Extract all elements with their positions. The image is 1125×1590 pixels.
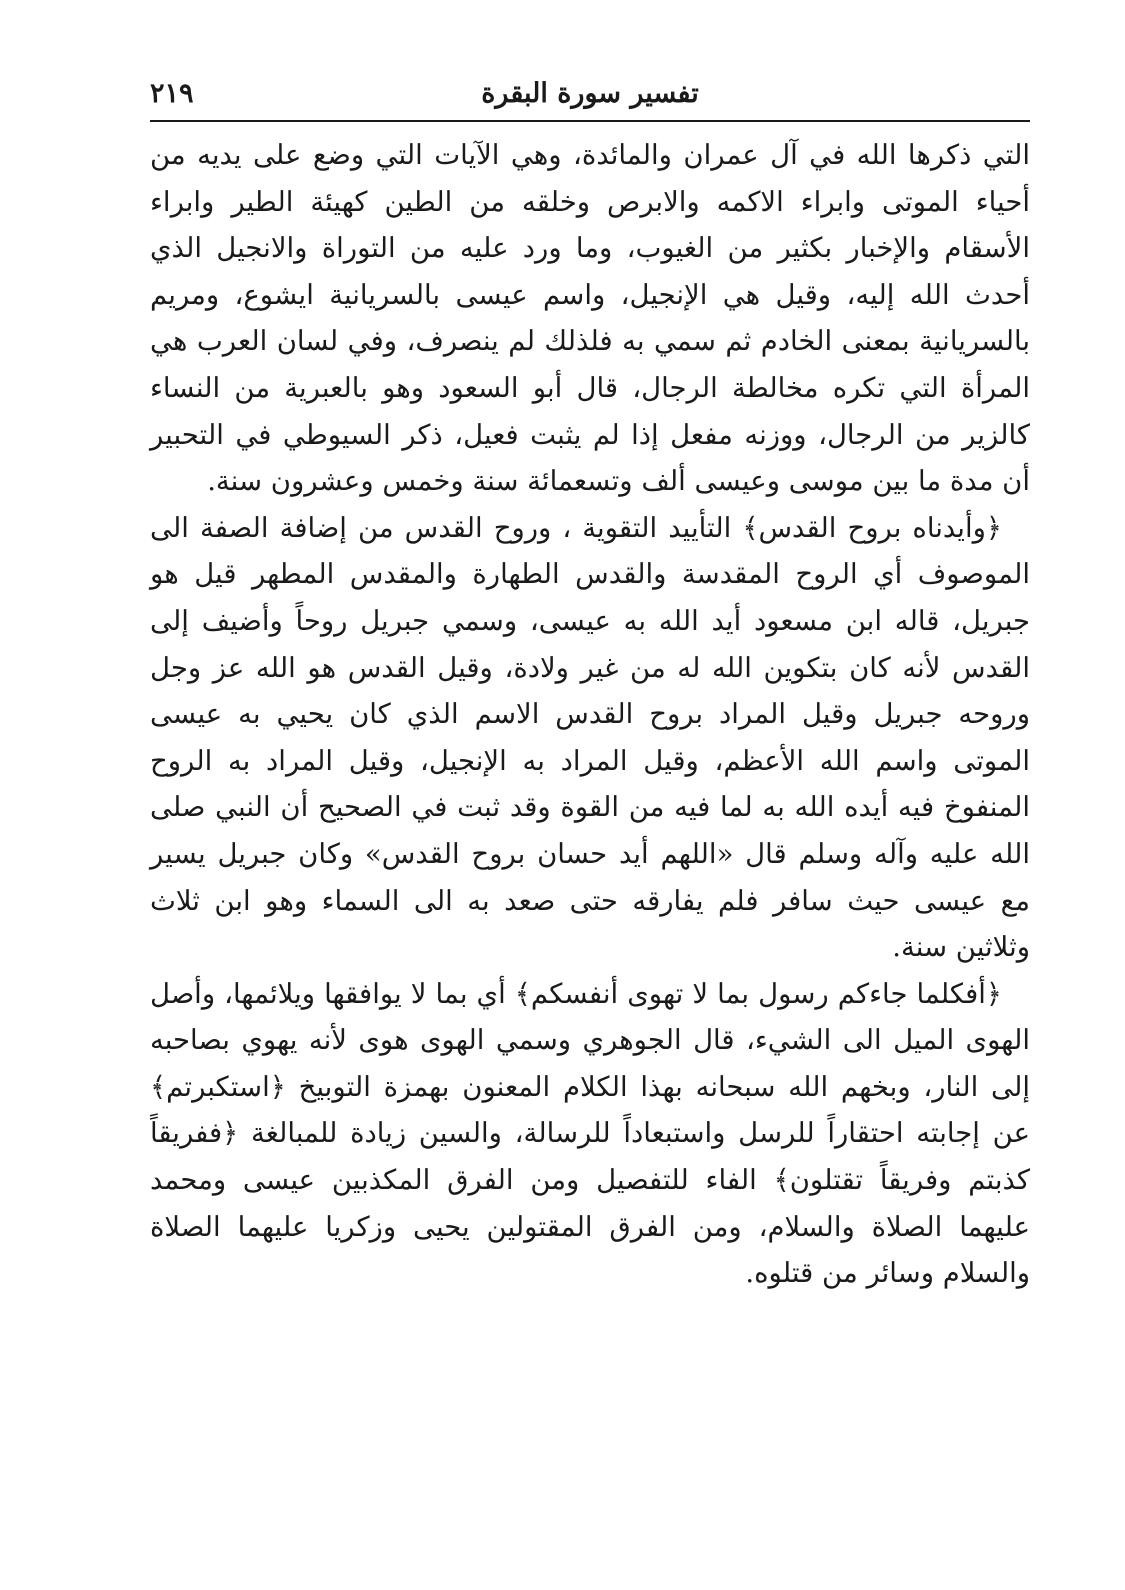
running-head	[150, 70, 1030, 122]
paragraph-1: التي ذكرها الله في آل عمران والمائدة، وهي الآيات التي وضع على يديه من أحياء الموتى وابراء الاكمه والابرص وخلقه من الطين كهيئة الطير وابراء الأسقام والإخبار بكثير من الغيوب، وما ورد عليه من التوراة والانجيل الذي أحدث الله إليه، وقيل هي الإنجيل، واسم عيسى بالسريانية ايشوع، ومريم بالسريانية بمعنى الخادم ثم سمي به فلذلك لم ينصرف، وفي لسان العرب هي المرأة التي تكره مخالطة الرجال، قال أبو السعود وهو بالعبرية من النساء كالزير من الرجال، ووزنه مفعل إذا لم يثبت فعيل، ذكر السيوطي في التحبير أن مدة ما بين موسى وعيسى ألف وتسعمائة سنة وخمس وعشرون سنة.	[150, 139, 1030, 498]
page-body	[150, 132, 1030, 1297]
page-title: تفسير سورة البقرة	[481, 78, 699, 109]
book-page	[150, 70, 1030, 1297]
page-number: ٢١٩	[150, 78, 194, 109]
paragraph-2: ﴿وأيدناه بروح القدس﴾ التأييد التقوية ، وروح القدس من إضافة الصفة الى الموصوف أي الروح المقدسة والقدس الطهارة والمقدس المطهر قيل هو جبريل، قاله ابن مسعود أيد الله به عيسى، وسمي جبريل روحاً وأضيف إلى القدس لأنه كان بتكوين الله له من غير ولادة، وقيل القدس هو الله عز وجل وروحه جبريل وقيل المراد بروح القدس الاسم الذي كان يحيي به عيسى الموتى واسم الله الأعظم، وقيل المراد به الإنجيل، وقيل المراد به الروح المنفوخ فيه أيده الله به لما فيه من القوة وقد ثبت في الصحيح أن النبي صلى الله عليه وآله وسلم قال «اللهم أيد حسان بروح القدس» وكان جبريل يسير مع عيسى حيث سافر فلم يفارقه حتى صعد به الى السماء وهو ابن ثلاث وثلاثين سنة.	[150, 511, 1030, 964]
paragraph-3: ﴿أفكلما جاءكم رسول بما لا تهوى أنفسكم﴾ أي بما لا يوافقها ويلائمها، وأصل الهوى الميل الى الشيء، قال الجوهري وسمي الهوى هوى لأنه يهوي بصاحبه إلى النار، وبخهم الله سبحانه بهذا الكلام المعنون بهمزة التوبيخ ﴿استكبرتم﴾ عن إجابته احتقاراً للرسل واستبعاداً للرسالة، والسين زيادة للمبالغة ﴿ففريقاً كذبتم وفريقاً تقتلون﴾ الفاء للتفصيل ومن الفرق المكذبين عيسى ومحمد عليهما الصلاة والسلام، ومن الفرق المقتولين يحيى وزكريا عليهما الصلاة والسلام وسائر من قتلوه.	[150, 977, 1030, 1290]
